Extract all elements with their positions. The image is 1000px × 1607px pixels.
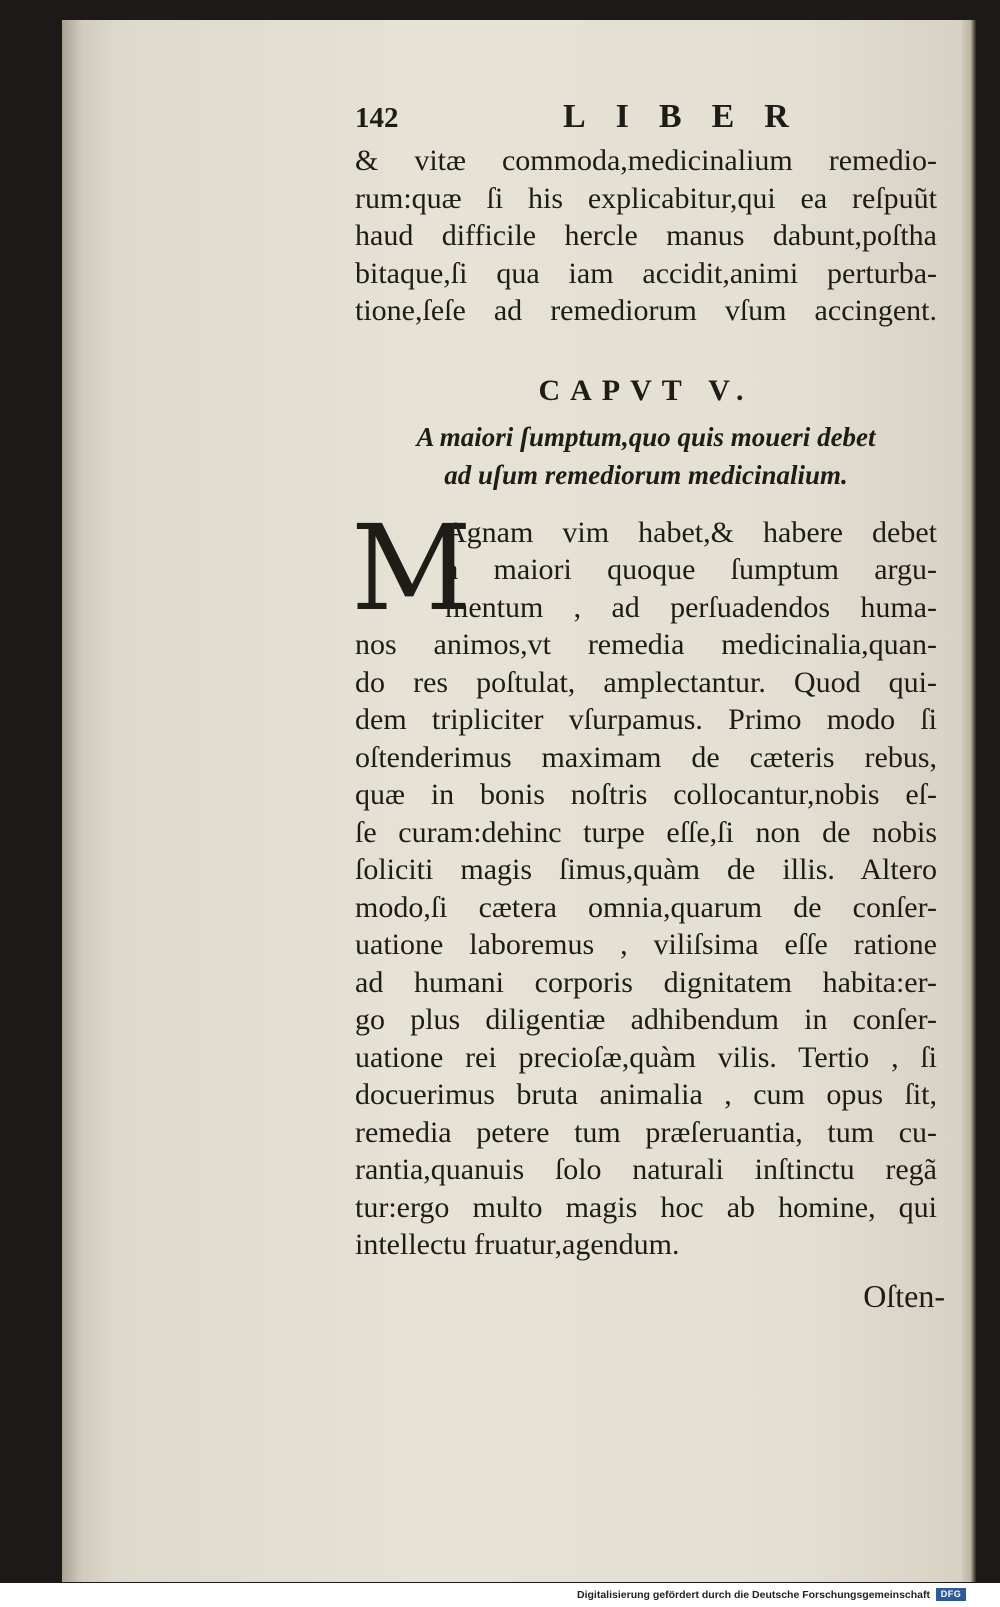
dfg-logo-icon: DFG [936,1588,966,1601]
text-line: ſoliciti magis ſimus,quàm de illis. Altero [355,853,937,886]
drop-initial: M [351,498,472,637]
catchword: Oſten- [863,1277,945,1314]
text-line: tione,ſeſe ad remediorum vſum accingent. [355,294,937,327]
text-line: dem tripliciter vſurpamus. Primo modo ſi [355,703,937,736]
text-line: ad humani corporis dignitatem habita:er- [355,965,937,999]
text-line: do res poſtulat, amplectantur. Quod qui- [355,665,937,699]
text-line: mentum , ad perſuadendos huma- [445,590,937,624]
text-line: rantia,quanuis ſolo naturali inſtinctu regã [355,1153,937,1186]
text-line: nos animos,vt remedia medicinalia,quan- [355,628,937,661]
page-number: 142 [355,102,399,134]
chapter-heading: CAPVT V. [538,373,754,407]
text-line: bitaque,ſi qua iam accidit,animi perturba- [355,256,937,290]
chapter-subtitle [355,418,965,494]
subtitle-line: ad uſum remediorum medicinalium. [444,459,848,490]
text-line: rum:quæ ſi his explicabitur,qui ea reſpuũt [355,181,937,215]
text-line-last: intellectu fruatur,agendum. [355,1228,680,1261]
text-line: go plus diligentiæ adhibendum in conſer- [355,1003,937,1036]
text-line: oſtenderimus maximam de cæteris rebus, [355,740,937,774]
text-line: uatione laboremus , viliſsima eſſe ratione [355,928,937,961]
running-head [355,98,965,142]
text-line: ſe curam:dehinc turpe eſſe,ſi non de nobis [355,815,937,849]
text-line: remedia petere tum præſeruantia, tum cu- [355,1115,937,1149]
text-line: uatione rei precioſæ,quàm vilis. Tertio , ſi [355,1040,937,1074]
subtitle-line: A maiori ſumptum,quo quis moueri debet [416,421,876,452]
text-line: docuerimus bruta animalia , cum opus ſit, [355,1078,937,1111]
digitization-footer [0,1583,1000,1607]
text-line: tur:ergo multo magis hoc ab homine, qui [355,1190,937,1224]
page-gutter [62,20,84,1582]
text-block [351,98,965,1318]
text-line: & vitæ commoda,medicinalium remedio- [355,144,937,177]
running-title: LIBER [563,98,819,135]
text-line: Agnam vim habet,& habere debet [445,515,937,549]
text-line: quæ in bonis noſtris collocantur,nobis eſ- [355,778,937,811]
text-line: haud difficile hercle manus dabunt,poſtha [355,219,937,252]
footer-credit: Digitalisierung gefördert durch die Deutsche Forschungsgemeinschaft [577,1589,930,1601]
opening-paragraph [355,142,965,330]
text-line: modo,ſi cætera omnia,quarum de conſer- [355,890,937,924]
text-line: à maiori quoque ſumptum argu- [445,553,937,586]
body-paragraph [351,498,965,1318]
